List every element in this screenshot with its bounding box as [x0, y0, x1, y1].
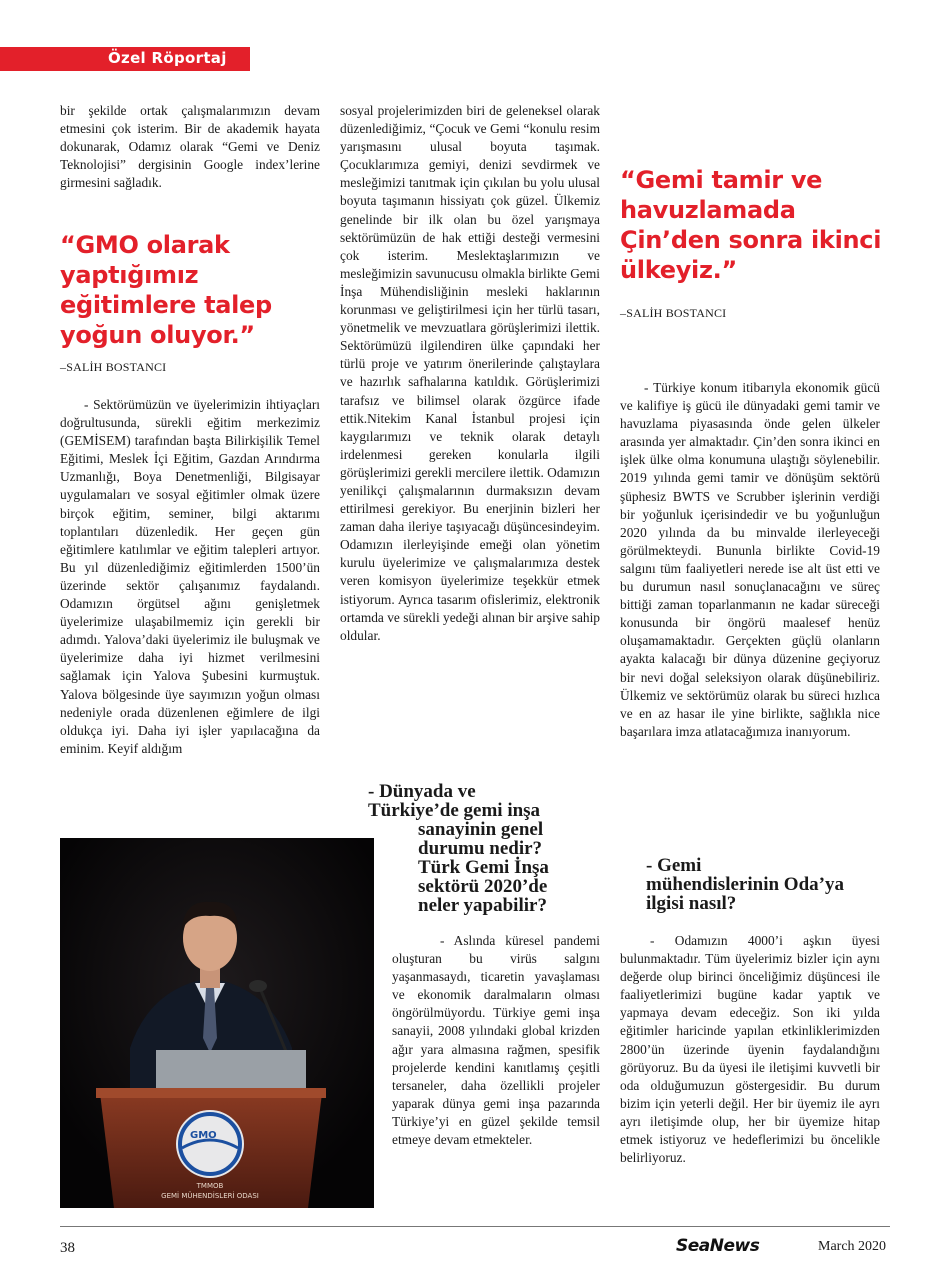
podium-logo-text: GMO	[190, 1130, 217, 1141]
col1-intro-text: bir şekilde ortak çalışmalarımızın devam etmesini çok isterim. Bir de akademik hayata dokunarak, Odamız olarak “Gemi ve Deniz Teknolojisi” dergisinin Google index’lerine girmesini sağladık.	[60, 103, 320, 191]
section-header	[0, 47, 250, 71]
col2-body-text: sosyal projelerimizden biri de geleneksel olarak düzenlediğimiz, “Çocuk ve Gemi “konulu resim yarışmasını ulusal boyuta taşımak. Çocuklarımıza gemiyi, denizi sevdirmek ve mesleğimizi tanıtmak için çıkılan bu yolu ulusal boyuta taşımanın hissiyatı çok güzel. Ülkemiz genelinde bir ilk olan bu özel yarışmaya sektörümüzün de hak ettiği desteği vermesini çok isterim. Meslektaşlarımızın ve mesleğimizin savunucusu olmakla birlikte Gemi İnşa Mühendisliğinin mesleki haklarının korunması ve geliştirilmesi için her türlü tasarı, yönetmelik ve mevzuatlara görüşlerimizi ilettik. Sektörümüzü ilgilendiren ülke çapındaki her türlü proje ve yatırım önerilerinde çalıştaylara ve hazırlık safhalarına katıldık. Görüşlerimizi tarafsız ve bilimsel olarak özgürce ifade ettik.Nitekim Kanal İstanbul projesi için kaygılarımızı ve teknik olarak detaylı irdelenmesi gereken konularla ilgili görüşlerimizi gerekli mercilere ilettik. Odamızın yenilikçi çalışmalarının durmaksızın devam ettirilmesi gerekiyor. Bu enerjinin bizleri her zaman daha ileriye taşıyacağı düşüncesindeyim. Odamızın ilerleyişinde emeği olan yönetim kurulu üyelerimize ve çalışmalarımıza destek veren komisyon üyelerimize teşekkür etmek istiyorum. Ayrıca tasarım ofislerimiz, elektronik ortamda ve sürekli yedeği alınan bir arşive sahip oldular.	[340, 103, 600, 643]
issue-date: March 2020	[818, 1239, 887, 1254]
col3-body-text: - Türkiye konum itibarıyla ekonomik gücü ve kalifiye iş gücü ile dünyadaki gemi tamir ve havuzlama piyasasında önde gelen ülkeler arasında yer almaktadır. Çin’den sonra ikinci en işlek ülke olma konumuna ulaştığı söylenebilir. 2019 yılında gemi tamir ve dönüşüm sektörü şüphesiz BWTS ve Scrubber işlerinin verdiği bir yoğunluk içerisindedir ve bu yoğunluğun 2020 yılında da bu minvalde ilerleyeceği görülmekteydi. Bununla birlikte Covid-19 salgını tüm faaliyetleri nerede ise alt üst etti ve bu durumun nasıl sonuçlanacağını ve süreç bittiği zaman toparlanmanın ne kadar süreceği konusunda bir öngörü maalesef henüz oluşamamaktadır. Gerçekten güçlü olanların ayakta kalacağı bir dünya düzenine geçiyoruz bir nevi doğal seleksiyon olarak düşünebiliriz. Ülkemiz ve sektörümüz olarak bu süreci hızlıca ve en az hasar ile yine birlikte, sağlıkla nice başarılara imza atlatacağımıza inanıyorum.	[620, 380, 880, 739]
question-2	[646, 856, 866, 913]
page-number: 38	[60, 1240, 75, 1256]
column-1-body	[60, 396, 320, 758]
section-title: Özel Röportaj	[108, 49, 227, 67]
col3-answer-text: - Odamızın 4000’i aşkın üyesi bulunmaktadır. Tüm üyelerimiz bizler için aynı değerde olup birinci önceliğimiz düşüncesi ile faaliyetlerimizi bugüne kadar yaptık ve yapmaya devam edeceğiz. Son iki yılda eğitimler haricinde yapılan etkinliklerimizden 2800’ün üzerinde üyenin faydalandığını görüyoruz. Bu da üyesi ile iletişimi kuvvetli bir oda olduğumuzun göstergesidir. Bu durum bizim için yeterli değil. Her bir üyemiz ile ayrı ayrı iletişimde olup, her bir üyemize hitap etmek istiyoruz ve hedeflerimizi bu öncelikle belirliyoruz.	[620, 933, 880, 1166]
column-3-answer	[620, 932, 880, 1167]
footer-divider	[60, 1226, 890, 1227]
attribution-1: –SALİH BOSTANCI	[60, 360, 167, 374]
question-1-line-2: Türkiye’de gemi inşa	[368, 800, 541, 821]
col1-body-text: - Sektörümüzün ve üyelerimizin ihtiyaçları doğrultusunda, sürekli eğitim merkezimiz (GEMİSEM) tarafından başta Bilirkişilik Temel Eğitimi, Meslek İçi Eğitim, Gazdan Arındırma Uzmanlığı, Boya Denetmenliği, Bilgisayar uygulamaları ve sosyal eğitimler olmak üzere birçok eğitim, seminer, bilgi aktarımı toplantıları düzenledik. Her geçen gün eğitimlere katılımlar ve eğitim talepleri artıyor. Bu yıl düzenlediğimiz eğitimlerden 1500’ün üzerinde sektör çalışanımız faydalandı. Odamızın örgütsel ağını genişletmek üyelerimize ulaşabilmemiz için gerekli bir adımdı. Yalova’daki üyelerimiz ile buluşmak ve üyelerimize daha iyi hizmet verilmesini sağlamak için Yalova Şubesini kurmuştuk. Yalova bölgesinde üye sayımızın yoğun olması nedeniyle orada düzenlenen eğimlere de ilgi oldukça iyi. Daha iyi işler yapılacağına da eminim. Keyif aldığım	[60, 397, 320, 756]
pull-quote-1: “GMO olarak yaptığımız eğitimlere talep yoğun oluyor.”	[60, 231, 272, 349]
column-2-answer	[392, 932, 600, 1149]
question-1-line-1: - Dünyada ve	[368, 781, 476, 802]
column-2-body	[340, 102, 600, 645]
podium-name: GEMİ MÜHENDİSLERİ ODASI	[161, 1192, 259, 1200]
question-1	[368, 782, 588, 915]
question-2-line-1: - Gemi	[646, 855, 702, 876]
col2-answer-text: - Aslında küresel pandemi oluşturan bu virüs salgını yaşanmasaydı, ticaretin yavaşlaması ve ekonomik daralmaların olması öngörülmüyordu. Türkiye gemi inşa sanayii, 2008 yılındaki global krizden ağır yara almasına rağmen, spesifik projelerde kendini kanıtlamış çeşitli tersaneler, daha özellikli projeler yaparak dünya gemi inşa pazarında Türkiye’yi en güzel şekilde temsil etmeye devam etmekteler.	[392, 933, 600, 1148]
question-2-rest: mühendislerinin Oda’ya ilgisi nasıl?	[646, 874, 844, 914]
podium-org: TMMOB	[196, 1182, 224, 1190]
speaker-photo-illustration	[60, 838, 374, 1208]
attribution-2: –SALİH BOSTANCI	[620, 306, 727, 320]
column-3-body	[620, 379, 880, 741]
question-1-rest: sanayinin genel durumu nedir? Türk Gemi İnşa sektörü 2020’de neler yapabilir?	[418, 819, 549, 916]
pull-quote-2: “Gemi tamir ve havuzlamada Çin’den sonra ikinci ülkeyiz.”	[620, 166, 882, 284]
brand-logo: SeaNews	[676, 1236, 760, 1256]
column-1-intro	[60, 102, 320, 192]
speaker-photo	[60, 838, 374, 1208]
